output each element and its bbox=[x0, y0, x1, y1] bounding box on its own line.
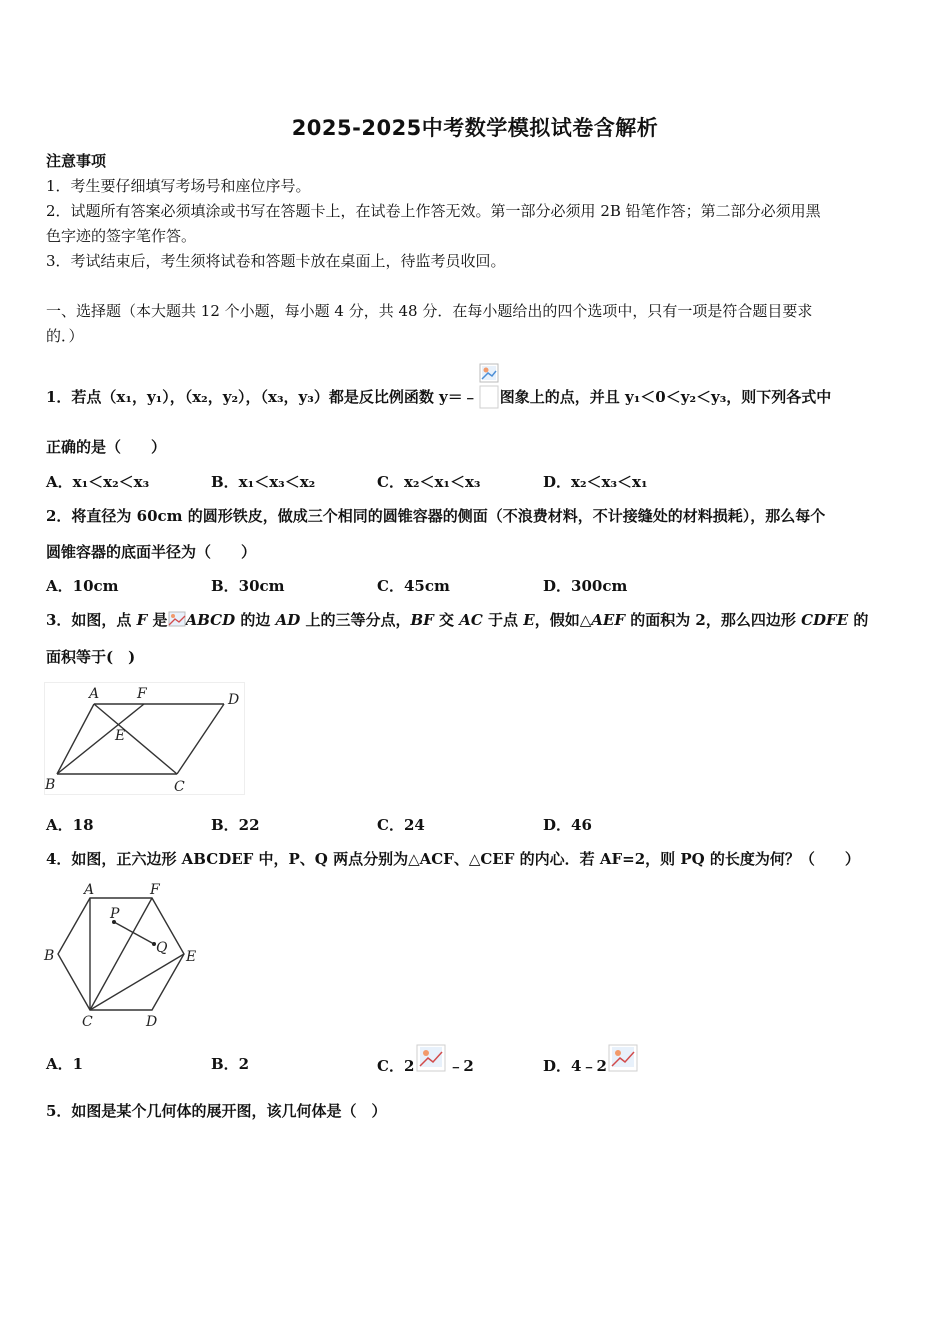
q4-hexagon-figure bbox=[42, 880, 204, 1030]
q2-option-b: B．30cm bbox=[211, 577, 285, 595]
notice-item-1: 1．考生要仔细填写考场号和座位序号。 bbox=[46, 177, 311, 195]
q3-var-ad: AD bbox=[275, 611, 301, 629]
label-c: C bbox=[174, 779, 185, 795]
q1-stem-cont: 正确的是（ ） bbox=[46, 438, 167, 456]
q3-var-cdfe: CDFE bbox=[801, 611, 849, 629]
label-d: D bbox=[228, 692, 240, 708]
fraction-image-placeholder-icon bbox=[478, 362, 500, 410]
sqrt-image-placeholder-icon bbox=[608, 1044, 638, 1072]
notice-item-2-cont: 色字迹的签字笔作答。 bbox=[46, 227, 197, 245]
q2-option-d: D．300cm bbox=[543, 577, 628, 595]
sqrt-image-placeholder-icon bbox=[416, 1044, 446, 1072]
q3-var-aef: AEF bbox=[591, 611, 625, 629]
q3-text: 3．如图，点 bbox=[46, 611, 137, 629]
label-e: E bbox=[186, 949, 197, 965]
q2-stem: 2．将直径为 60cm 的圆形铁皮，做成三个相同的圆锥容器的侧面（不浪费材料，不计接缝处的材料损耗），那么每个 bbox=[46, 507, 826, 525]
label-a: A bbox=[84, 882, 95, 898]
q1-option-b: B．x₁＜x₃＜x₂ bbox=[211, 473, 316, 491]
q4-stem: 4．如图，正六边形 ABCDEF 中，P、Q 两点分别为△ACF、△CEF 的内心．若 AF=2，则 PQ 的长度为何？（ ） bbox=[46, 850, 860, 868]
q1-option-a: A．x₁＜x₂＜x₃ bbox=[46, 473, 150, 491]
notice-item-3: 3．考试结束后，考生须将试卷和答题卡放在桌面上，待监考员收回。 bbox=[46, 252, 506, 270]
label-d: D bbox=[146, 1014, 158, 1030]
q4-option-c-post: ﹣2 bbox=[448, 1057, 474, 1075]
q3-var-bf: BF bbox=[410, 611, 434, 629]
q2-option-a: A．10cm bbox=[46, 577, 119, 595]
q3-option-d: D．46 bbox=[543, 816, 592, 834]
q4-option-a: A．1 bbox=[46, 1055, 84, 1073]
q1-option-d: D．x₂＜x₃＜x₁ bbox=[543, 473, 648, 491]
q4-option-c bbox=[377, 1053, 474, 1081]
label-a: A bbox=[89, 686, 100, 702]
label-b: B bbox=[44, 948, 55, 964]
q4-option-d-pre: D．4﹣2 bbox=[543, 1057, 607, 1075]
q3-option-a: A．18 bbox=[46, 816, 94, 834]
q1-stem bbox=[46, 374, 831, 422]
segment-cd bbox=[177, 704, 224, 774]
q3-text: 上的三等分点， bbox=[300, 611, 411, 629]
label-f: F bbox=[150, 882, 160, 898]
label-e: E bbox=[115, 728, 126, 744]
q2-option-c: C．45cm bbox=[377, 577, 450, 595]
section1-heading-cont: 的．） bbox=[46, 327, 84, 345]
q3-text: 是 bbox=[147, 611, 168, 629]
label-c: C bbox=[82, 1014, 93, 1030]
q4-option-c-pre: C．2 bbox=[377, 1057, 415, 1075]
label-p: P bbox=[110, 906, 120, 922]
q3-text: ，假如△ bbox=[534, 611, 592, 629]
segment-ce bbox=[90, 954, 184, 1010]
q4-option-d bbox=[543, 1053, 638, 1081]
q1-text-b: 图象上的点，并且 y₁＜0＜y₂＜y₃，则下列各式中 bbox=[499, 388, 832, 406]
q3-var-ac: AC bbox=[459, 611, 483, 629]
label-q: Q bbox=[156, 940, 168, 956]
parallelogram-symbol-image-icon bbox=[168, 611, 186, 627]
section1-heading: 一、选择题（本大题共 12 个小题，每小题 4 分，共 48 分．在每小题给出的四个选项中，只有一项是符合题目要求 bbox=[46, 302, 813, 320]
segment-ab bbox=[57, 704, 94, 774]
segment-cf bbox=[90, 898, 152, 1010]
q3-var-e: E bbox=[523, 611, 535, 629]
q3-var-f: F bbox=[136, 611, 148, 629]
q3-var-abcd: ABCD bbox=[185, 611, 236, 629]
q3-parallelogram-figure bbox=[44, 682, 246, 796]
notice-heading: 注意事项 bbox=[46, 152, 107, 170]
segment-pq bbox=[114, 922, 154, 944]
q3-text: 的面积为 2，那么四边形 bbox=[624, 611, 802, 629]
q3-option-b: B．22 bbox=[211, 816, 260, 834]
q3-text: 于点 bbox=[482, 611, 524, 629]
q1-text-a: 1．若点（x₁，y₁），（x₂，y₂），（x₃，y₃）都是反比例函数 y＝﹣ bbox=[46, 388, 478, 406]
q5-stem: 5．如图是某个几何体的展开图，该几何体是（ ） bbox=[46, 1102, 387, 1120]
notice-item-2: 2．试题所有答案必须填涂或书写在答题卡上，在试卷上作答无效。第一部分必须用 2B 铅笔作答；第二部分必须用黑 bbox=[46, 202, 821, 220]
q4-option-b: B．2 bbox=[211, 1055, 250, 1073]
q3-text: 的 bbox=[848, 611, 869, 629]
label-b: B bbox=[45, 777, 56, 793]
segment-bf bbox=[57, 704, 144, 774]
q3-stem-cont: 面积等于( ) bbox=[46, 648, 136, 666]
q2-stem-cont: 圆锥容器的底面半径为（ ） bbox=[46, 543, 257, 561]
q3-text: 交 bbox=[433, 611, 460, 629]
q1-option-c: C．x₂＜x₁＜x₃ bbox=[377, 473, 481, 491]
q3-stem bbox=[46, 609, 868, 631]
q3-text: 的边 bbox=[235, 611, 276, 629]
segment-ac bbox=[94, 704, 177, 774]
label-f: F bbox=[137, 686, 147, 702]
q3-option-c: C．24 bbox=[377, 816, 425, 834]
page-title: 2025-2025中考数学模拟试卷含解析 bbox=[291, 116, 659, 140]
